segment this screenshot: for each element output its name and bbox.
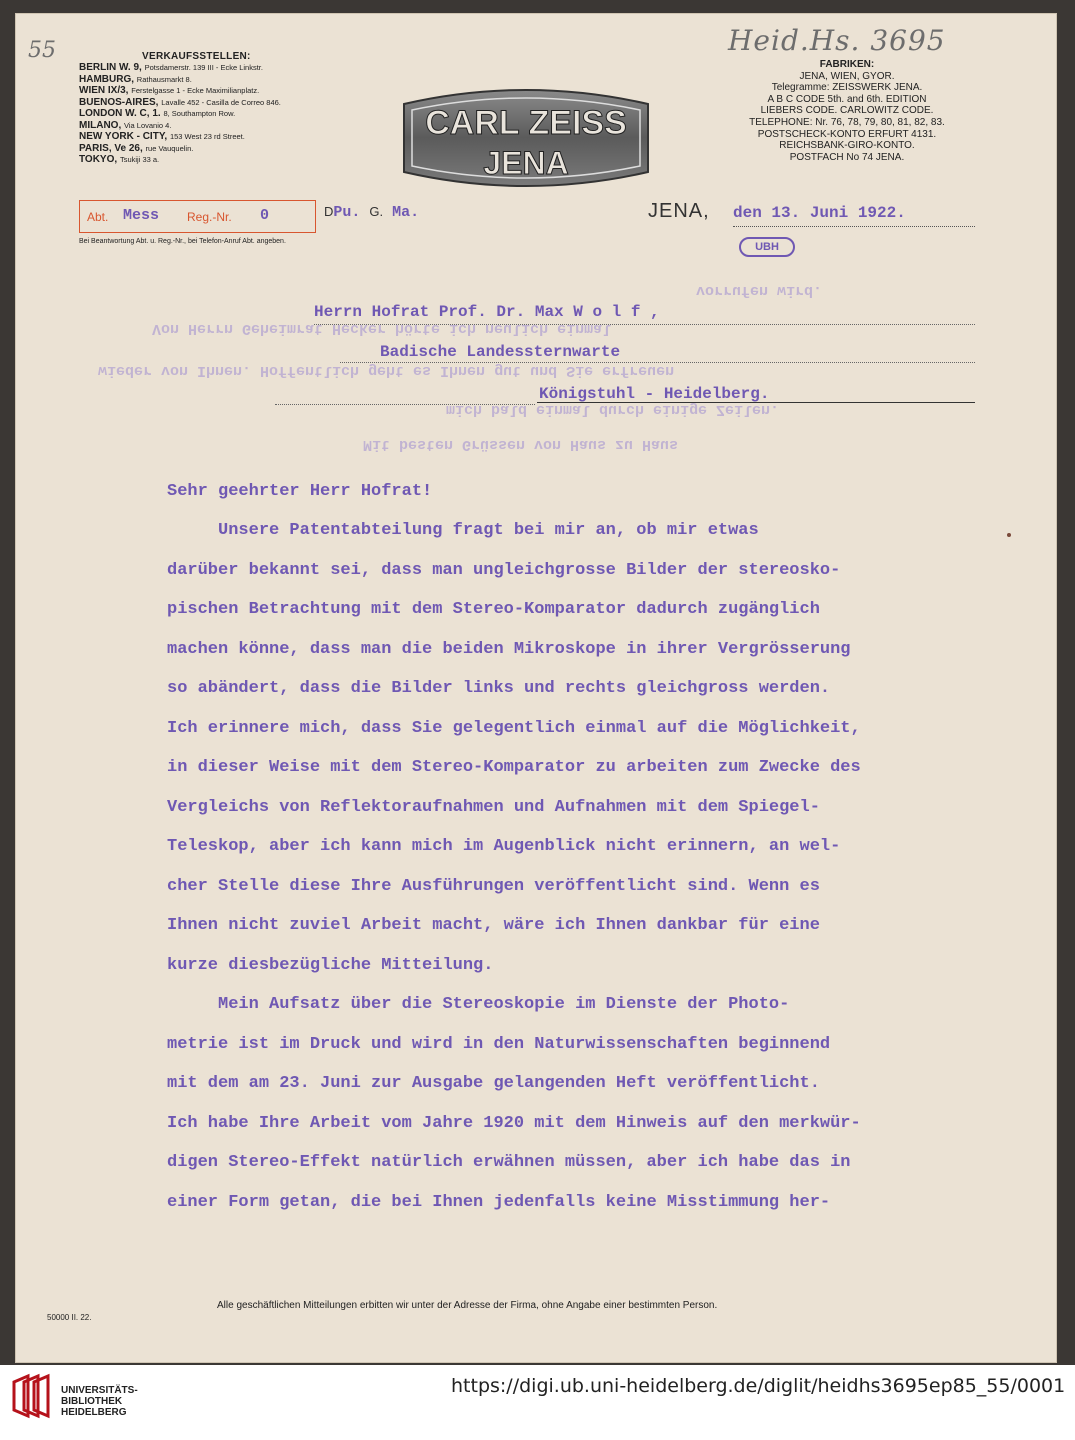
dictation-d: D [324,204,334,219]
factories-line: TELEPHONE: Nr. 76, 78, 79, 80, 81, 82, 83. [749,116,945,128]
body-line: pischen Betrachtung mit dem Stereo-Komparator dadurch zugänglich [167,600,820,619]
factories-line: REICHSBANK-GIRO-KONTO. [779,140,915,152]
sales-office-city: HAMBURG, [79,73,134,85]
body-line: Ich erinnere mich, dass Sie gelegentlich einmal auf die Möglichkeit, [167,719,861,738]
sales-office-address: Ferstelgasse 1 - Ecke Maximilianplatz. [131,86,260,95]
sales-office-entry [79,131,281,143]
address-rule [275,404,535,405]
document-url-link[interactable]: https://digi.ub.uni-heidelberg.de/diglit/heidhs3695ep85_55/0001 [451,1375,1066,1397]
sales-office-address: Potsdamerstr. 139 III - Ecke Linkstr. [144,63,263,72]
recipient-line1: Herrn Hofrat Prof. Dr. Max W o l f , [314,303,660,321]
sales-office-entry [79,85,281,97]
sales-office-city: BERLIN W. 9, [79,62,142,73]
sales-office-city: WIEN IX/3, [79,85,129,96]
logo-line1: CARL ZEISS [425,104,627,142]
address-rule [314,324,975,325]
factories-block [732,59,962,163]
factories-line: Telegramme: ZEISSWERK JENA. [771,82,923,94]
body-line: darüber bekannt sei, dass man ungleichgrosse Bilder der stereosko- [167,561,841,580]
bleed-line: wieder von Ihnen. Hoffentlich geht es Ihnen gut und Sie erfreuen [98,362,675,379]
recipient-line2: Badische Landessternwarte [380,343,621,361]
sales-office-city: MILANO, [79,119,122,131]
sales-office-address: Rathausmarkt 8. [136,74,192,84]
body-line: Unsere Patentabteilung fragt bei mir an, ob mir etwas [167,521,759,540]
sales-office-city: LONDON W. C, 1. [79,108,161,119]
library-line3: HEIDELBERG [61,1407,127,1418]
sales-office-city: PARIS, Ve 26, [79,142,143,154]
sales-office-city: NEW YORK - CITY, [79,131,168,142]
carl-zeiss-logo [398,82,654,194]
university-library-logo-icon [10,1372,52,1420]
factories-heading: FABRIKEN: [819,59,875,70]
ubh-stamp: UBH [739,237,795,257]
body-line: Ihnen nicht zuviel Arbeit macht, wäre ich Ihnen dankbar für eine [167,916,820,935]
print-code: 50000 II. 22. [47,1313,92,1322]
factories-line: LIEBERS CODE. CARLOWITZ CODE. [760,105,934,117]
body-line: mit dem am 23. Juni zur Ausgabe gelangenden Heft veröffentlicht. [167,1074,820,1093]
bleed-line: Von Herrn Geheimrat Hecker hörte ich neulich einmal [152,320,612,337]
reg-value: 0 [260,207,270,224]
bleed-line: vorrufen wird. [696,282,823,299]
body-line: Teleskop, aber ich kann mich im Augenblick nicht erinnern, an wel- [167,837,841,856]
body-line: metrie ist im Druck und wird in den Naturwissenschaften beginnend [167,1035,831,1054]
footer-note: Alle geschäftlichen Mitteilungen erbitten wir unter der Adresse der Firma, ohne Angabe einer bestimmten Person. [217,1300,718,1311]
sales-office-entry [79,74,281,86]
body-line: Mein Aufsatz über die Stereoskopie im Dienste der Photo- [167,995,790,1014]
sales-office-entry [79,154,281,166]
dictation-ma: Ma. [392,204,420,221]
factories-line: POSTFACH No 74 JENA. [789,151,905,163]
factories-line: JENA, WIEN, GYOR. [799,70,895,82]
bleed-line: mich bald einmal durch einige Zeilen. [446,401,780,418]
bleed-line: Mit besten Grüssen von Haus zu Haus [363,436,679,453]
reference-box [79,200,316,233]
sales-office-city: TOKYO, [79,154,118,165]
sales-office-address: Lavalle 452 - Casilla de Correo 846. [161,97,281,107]
sales-office-city: BUENOS-AIRES, [79,96,159,108]
sales-offices-list [79,62,281,166]
handwritten-page-mark: 55 [28,38,56,63]
body-line: cher Stelle diese Ihre Ausführungen veröffentlicht sind. Wenn es [167,877,820,896]
body-line: in dieser Weise mit dem Stereo-Komparator zu arbeiten zum Zwecke des [167,758,861,777]
sales-office-entry [79,120,281,132]
abt-value: Mess [123,207,160,224]
dictation-pu: Pu. [333,204,361,221]
reference-note: Bei Beantwortung Abt. u. Reg.-Nr., bei Telefon-Anruf Abt. angeben. [79,238,286,245]
body-line: kurze diesbezügliche Mitteilung. [167,956,494,975]
handwritten-shelfmark: Heid.Hs. 3695 [728,24,946,57]
dictation-codes [324,204,419,221]
abt-label: Abt. [87,210,109,224]
salutation: Sehr geehrter Herr Hofrat! [167,482,433,501]
place-label: JENA, [648,200,710,222]
sales-office-entry [79,143,281,155]
body-line: digen Stereo-Effekt natürlich erwähnen müssen, aber ich habe das in [167,1153,851,1172]
letter-date: den 13. Juni 1922. [733,204,906,222]
sales-office-entry [79,108,281,120]
sales-office-address: rue Vauquelin. [145,143,194,153]
sales-offices-heading: VERKAUFSSTELLEN: [142,51,251,62]
address-rule [340,362,975,363]
library-name[interactable] [61,1385,138,1418]
body-line: Ich habe Ihre Arbeit vom Jahre 1920 mit dem Hinweis auf den merkwür- [167,1114,861,1133]
sales-office-address: Tsukiji 33 a. [119,155,160,164]
date-rule [733,226,975,227]
reg-label: Reg.-Nr. [187,210,232,224]
sales-office-entry [79,97,281,109]
factories-line: POSTSCHECK-KONTO ERFURT 4131. [757,128,937,140]
logo-line2: JENA [483,145,569,181]
factories-line: A B C CODE 5th. and 6th. EDITION [767,93,927,105]
library-line2: BIBLIOTHEK [61,1396,123,1407]
body-line: so abändert, dass die Bilder links und rechts gleichgross werden. [167,679,831,698]
recipient-line3: Königstuhl - Heidelberg. [539,385,770,403]
body-line: einer Form getan, die bei Ihnen jedenfalls keine Misstimmung her- [167,1193,831,1212]
body-line: machen könne, dass man die beiden Mikroskope in ihrer Vergrösserung [167,640,851,659]
sales-office-address: Via Lovanio 4. [124,120,172,130]
punch-mark [1007,533,1011,537]
sales-office-address: 153 West 23 rd Street. [169,132,245,141]
body-line: Vergleichs von Reflektoraufnahmen und Aufnahmen mit dem Spiegel- [167,798,820,817]
address-underline [537,402,975,403]
sales-office-entry [79,62,281,74]
dictation-g: G. [369,204,384,219]
library-line1: UNIVERSITÄTS- [61,1385,138,1396]
sales-office-address: 8, Southampton Row. [163,109,236,118]
